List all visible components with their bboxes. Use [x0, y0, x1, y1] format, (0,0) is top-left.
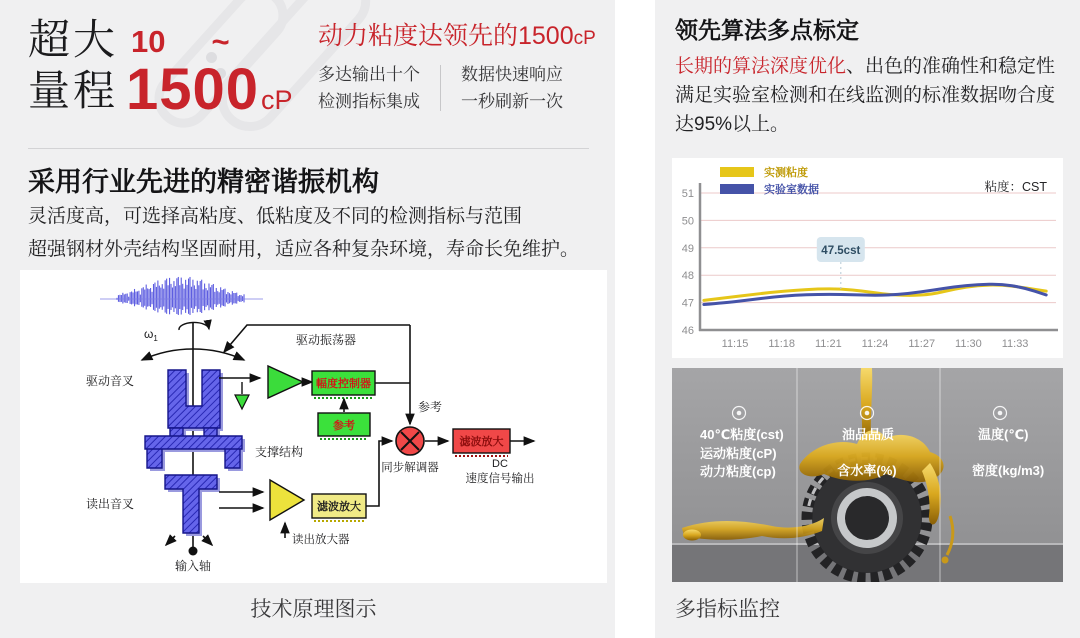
legend-swatch-lab	[720, 184, 754, 194]
headline	[318, 16, 596, 52]
vibration-tick-left	[166, 536, 175, 545]
reference-line-label: 参考	[418, 400, 443, 414]
svg-text:11:15: 11:15	[721, 338, 749, 350]
svg-text:11:18: 11:18	[768, 338, 796, 350]
feature-line: 数据快速响应	[461, 65, 563, 84]
support-label: 支撑结构	[254, 445, 304, 459]
feature-list	[318, 61, 563, 115]
feedback-triangle	[235, 395, 249, 409]
legend-item	[720, 163, 819, 180]
svg-text:11:33: 11:33	[1001, 338, 1029, 350]
photo-label-kinematic: 运动粘度(cP)	[700, 446, 777, 461]
right-section-title: 领先算法多点标定	[675, 17, 859, 43]
viscosity-chart-panel	[672, 158, 1063, 358]
input-shaft-end	[189, 547, 198, 556]
range-max: 1500	[126, 57, 260, 122]
legend-item	[720, 180, 819, 197]
drive-oscillator-label: 驱动振荡器	[295, 333, 357, 347]
readout-fork-shape	[165, 475, 220, 536]
svg-text:47.5cst: 47.5cst	[821, 245, 861, 257]
input-shaft-label: 输入轴	[174, 559, 212, 573]
legend-label-measured: 实测粘度	[764, 166, 808, 179]
sway-arrow-left	[142, 349, 193, 360]
principle-diagram-panel	[20, 270, 607, 583]
headline-unit: cP	[573, 28, 596, 49]
drive-amplifier-triangle	[268, 366, 303, 398]
photo-label-temperature: 温度(℃)	[978, 427, 1029, 442]
readout-amplifier-label: 读出放大器	[292, 534, 350, 546]
readout-amplifier-triangle	[270, 480, 304, 520]
body-highlight: 长期的算法深度优化	[675, 56, 847, 77]
photo-label-density: 密度(kg/m3)	[972, 463, 1045, 478]
range-unit: cP	[261, 85, 293, 115]
signal-waveform-graphic	[117, 277, 244, 315]
drive-fork-label: 驱动音叉	[85, 374, 135, 388]
svg-text:51: 51	[681, 188, 694, 200]
omega-label: $\omega_1$	[144, 327, 158, 343]
body-line: 灵活度高，可选择高粘度、低粘度及不同的检测指标与范围	[28, 206, 523, 227]
range-title-line2: 量程	[28, 67, 119, 115]
vibration-tick-right	[203, 536, 212, 545]
feature-divider	[440, 65, 441, 111]
support-structure-shape	[145, 428, 245, 471]
photo-label-viscosity40: 40℃粘度(cst)	[700, 427, 784, 442]
svg-text:46: 46	[681, 325, 694, 337]
range-tilde: ~	[211, 24, 230, 59]
range-title	[28, 14, 118, 116]
photo-label-oil-quality: 油品品质	[841, 427, 895, 442]
chart-legend	[720, 163, 819, 197]
feature-line: 检测指标集成	[318, 92, 420, 112]
feature-line: 多达输出十个	[318, 65, 420, 84]
dc-label: DC	[492, 458, 508, 470]
right-card	[655, 0, 1080, 638]
range-title-line1: 超大	[28, 16, 119, 63]
svg-text:50: 50	[681, 215, 694, 228]
gear-oil-photo	[672, 368, 1063, 582]
body-rest: 、出色的准确性和稳定性满足实验室检测和在线监测的标准数据吻合度达95%以上。	[675, 56, 1056, 136]
range-max-row	[126, 56, 293, 123]
gear-photo-panel	[672, 368, 1063, 582]
right-body-text	[675, 52, 1067, 139]
rotation-arrow	[179, 322, 209, 330]
photo-label-dynamic: 动力粘度(cp)	[700, 464, 776, 479]
range-min-row	[131, 24, 230, 60]
amplitude-controller-label: 幅度控制器	[316, 378, 371, 390]
svg-text:48: 48	[681, 270, 694, 283]
sway-arrow-right	[193, 349, 244, 360]
feature-line: 一秒刷新一次	[461, 92, 563, 112]
svg-text:11:24: 11:24	[861, 338, 889, 350]
svg-text:11:27: 11:27	[908, 338, 936, 350]
drive-fork-shape	[168, 370, 223, 431]
left-body-text	[28, 201, 579, 266]
body-line: 超强钢材外壳结构坚固耐用，适应各种复杂环境，寿命长免维护。	[28, 238, 580, 260]
feature-item	[461, 61, 563, 115]
svg-text:11:30: 11:30	[955, 338, 982, 350]
range-min: 10	[131, 24, 166, 59]
feature-item	[318, 61, 420, 115]
sync-demodulator-label: 同步解调器	[381, 462, 439, 474]
legend-swatch-measured	[720, 167, 754, 177]
filter-amplifier-yellow-label: 滤波放大	[317, 501, 361, 513]
dc-output-label: 速度信号输出	[465, 473, 535, 485]
left-section-title: 采用行业先进的精密谐振机构	[28, 167, 379, 197]
right-caption: 多指标监控	[675, 598, 780, 621]
reference-box-label: 参考	[333, 420, 355, 432]
svg-text:11:21: 11:21	[815, 338, 842, 350]
readout-fork-label: 读出音叉	[85, 497, 135, 511]
section-divider	[28, 148, 589, 149]
svg-text:47: 47	[681, 297, 694, 310]
photo-label-water-content: 含水率(%)	[837, 463, 897, 478]
headline-text: 动力粘度达领先的1500	[318, 22, 574, 50]
resonator-diagram-svg	[20, 270, 607, 583]
left-caption: 技术原理图示	[250, 598, 377, 621]
viscosity-unit-label: 粘度：CST	[984, 180, 1047, 194]
filter-amplifier-red-label: 滤波放大	[459, 436, 504, 448]
svg-text:49: 49	[681, 242, 694, 255]
legend-label-lab: 实验室数据	[764, 183, 819, 196]
